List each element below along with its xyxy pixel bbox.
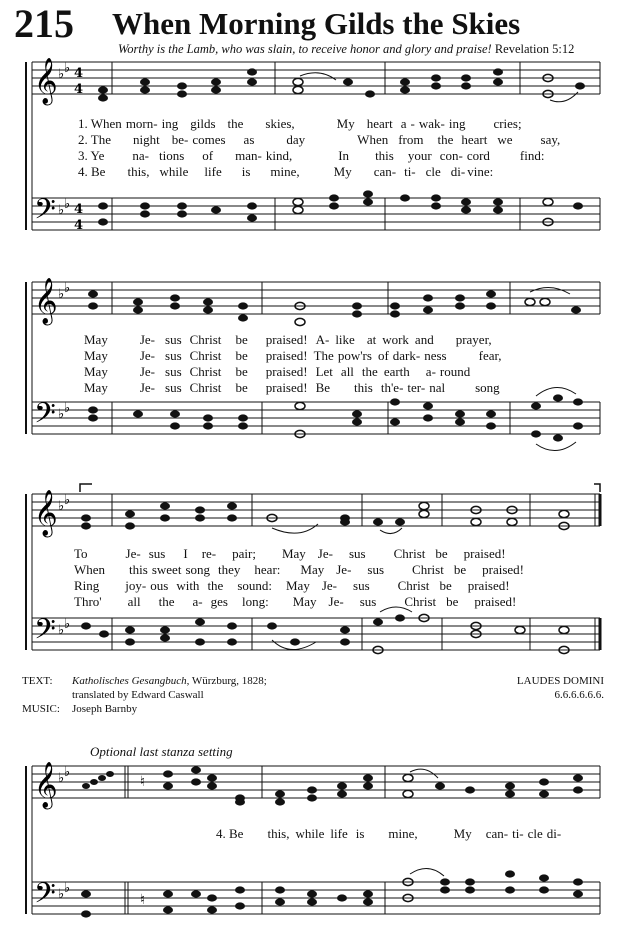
svg-text:𝄢: 𝄢 [34, 877, 56, 917]
hymn-title: When Morning Gilds the Skies [112, 6, 521, 41]
svg-text:𝄞: 𝄞 [34, 58, 58, 104]
svg-text:♭: ♭ [64, 401, 71, 416]
credit-translator: translated by Edward Caswall [72, 689, 204, 701]
system-3-verse-4: Thro' all the a- ges long: May Je- sus Christ be praised! [74, 594, 517, 609]
system-2-verse-3: May Je- sus Christ be praised! Let all the earth a- round [84, 364, 471, 379]
svg-text:♮: ♮ [140, 892, 146, 908]
svg-text:4: 4 [74, 82, 84, 97]
system-1-verse-4: 4. Be this, while life is mine, My can- ti- cle di- vine: [78, 164, 494, 179]
svg-text:♮: ♮ [140, 774, 146, 790]
system-1-verse-3: 3. Ye na- tions of man- kind, In this your con- cord find: [78, 148, 545, 163]
tune-name: LAUDES DOMINI [516, 675, 604, 687]
svg-text:♭: ♭ [58, 771, 65, 786]
optional-stanza-music [0, 758, 640, 928]
meter: 6.6.6.6.6.6. [554, 689, 604, 701]
svg-text:4: 4 [74, 202, 84, 217]
svg-text:𝄞: 𝄞 [34, 490, 58, 536]
system-2-verse-2: May Je- sus Christ be praised! The pow'rs of dark- ness fear, [84, 348, 502, 363]
svg-text:4: 4 [74, 218, 84, 233]
svg-text:𝄢: 𝄢 [34, 397, 56, 437]
svg-text:♭: ♭ [64, 617, 71, 632]
credit-text-line: TEXT: Katholisches Gesangbuch, Würzburg, 1828; [22, 675, 267, 687]
svg-text:𝄞: 𝄞 [34, 762, 58, 808]
credit-music-line: MUSIC: Joseph Barnby [22, 703, 138, 715]
svg-text:♭: ♭ [64, 765, 71, 780]
svg-text:♭: ♭ [64, 493, 71, 508]
svg-text:𝄞: 𝄞 [34, 278, 58, 324]
hymn-number: 215 [14, 1, 74, 46]
svg-text:♭: ♭ [64, 281, 71, 296]
epigraph-text: Worthy is the Lamb, who was slain, to receive honor and glory and praise! [118, 42, 492, 56]
svg-text:♭: ♭ [58, 67, 65, 82]
system-3-verse-3: Ring joy- ous with the sound: May Je- sus Christ be praised! [74, 578, 510, 593]
system-3-verse-2: When this sweet song they hear: May Je- sus Christ be praised! [74, 562, 524, 577]
epigraph [118, 42, 574, 57]
svg-text:♭: ♭ [58, 203, 65, 218]
time-signature-top: 4 [74, 66, 84, 81]
svg-text:♭: ♭ [64, 61, 71, 76]
system-2-verse-4: May Je- sus Christ be praised! Be this th'e- ter- nal song [84, 380, 500, 395]
svg-text:𝄢: 𝄢 [34, 193, 56, 233]
system-1-verse-2: 2. The night be- comes as day When from the heart we say, [78, 132, 561, 147]
svg-text:♭: ♭ [64, 197, 71, 212]
system-2-verse-1: May Je- sus Christ be praised! A- like at work and prayer, [84, 332, 492, 347]
system-1-verse-1: 1. When morn- ing gilds the skies, My heart a - wak- ing cries; [78, 116, 522, 131]
system-3-verse-1: To Je- sus I re- pair; May Je- sus Christ be praised! [74, 546, 506, 561]
svg-text:♭: ♭ [64, 881, 71, 896]
optional-stanza-heading: Optional last stanza setting [90, 744, 233, 759]
svg-text:♭: ♭ [58, 287, 65, 302]
svg-text:♭: ♭ [58, 623, 65, 638]
svg-text:𝄢: 𝄢 [34, 613, 56, 653]
optional-stanza-words: 4. Be this, while life is mine, My can- ti- cle di- [216, 826, 562, 841]
epigraph-reference: Revelation 5:12 [494, 42, 575, 56]
svg-text:♭: ♭ [58, 407, 65, 422]
svg-text:♭: ♭ [58, 499, 65, 514]
svg-text:♭: ♭ [58, 887, 65, 902]
